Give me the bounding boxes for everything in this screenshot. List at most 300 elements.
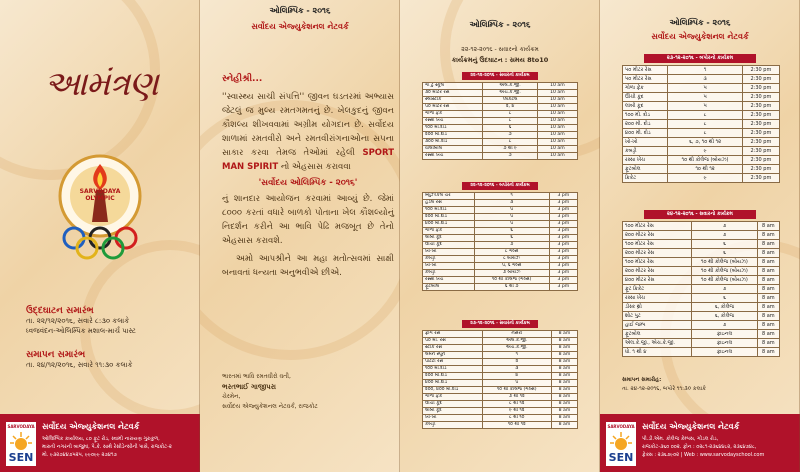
table-row xyxy=(423,97,578,104)
table-row xyxy=(423,242,578,249)
time-cell: 8 am xyxy=(757,303,779,312)
standard-cell: ૬ xyxy=(474,235,549,242)
event-cell: ૨૦૦, ૪૦૦ મી.દોડ xyxy=(423,387,483,394)
standard-cell: ૭ xyxy=(474,242,549,249)
standard-cell: ૮ ગર્લ્સ xyxy=(474,249,549,256)
event-cell: ખો-ખો xyxy=(423,415,483,422)
event-cell: ફૂટ ક્રિકેટ xyxy=(623,285,692,294)
event-cell: ડીસ્ક થ્રો xyxy=(623,303,692,312)
letter-paragraph-1 xyxy=(222,90,394,174)
standard-cell: ૮ xyxy=(483,118,538,125)
event-cell: ૧૦૦ મી.દોડ xyxy=(423,207,475,214)
table-row xyxy=(623,330,780,339)
table-row xyxy=(423,373,578,380)
time-cell: 3 pm xyxy=(549,270,577,277)
standard-cell: ૧ xyxy=(668,66,742,75)
standard-cell: ૨, ૪ xyxy=(483,104,538,111)
sign-title: ચેરમેન, xyxy=(222,393,241,400)
standard-cell: ૮ xyxy=(668,129,742,138)
letter-paragraph-2: નું શાનદાર આયોજન કરવામાં આવ્યું છે. જેમાં ૮૦૦૦ કરતાં વધારે બાળકો પોતાના ખેલ કૌશલ્યોનું નિદર્શન કરીને આ ભાવિ પેઢિ મજબૂત છે તેનો એહસાસ કરાવશે. xyxy=(222,194,394,246)
footer-right xyxy=(600,414,800,472)
time-cell: 8 am xyxy=(757,240,779,249)
event-cell: લેમન સ્પૂન xyxy=(423,352,483,359)
table-row xyxy=(423,415,578,422)
table-row xyxy=(423,359,578,366)
time-cell: 3 pm xyxy=(549,214,577,221)
standard-cell: ૧ xyxy=(482,352,551,359)
event-cell: ૫૦ મી. રેસ xyxy=(423,338,483,345)
time-cell: 10 am xyxy=(537,118,577,125)
event-cell: ૧૦૦ મીટર રેસ xyxy=(623,258,692,267)
standard-cell: એચ.કે.જી. xyxy=(482,345,551,352)
time-cell: 10 am xyxy=(537,104,577,111)
olympic-logo xyxy=(30,150,170,260)
standard-cell: ૭ xyxy=(692,285,757,294)
time-cell: 3 pm xyxy=(549,221,577,228)
standard-cell: ૩ xyxy=(482,366,551,373)
standard-cell: ૬, કોલેજ xyxy=(692,312,757,321)
time-cell: 2:30 pm xyxy=(742,84,779,93)
closing-info-line: તા. ૨૪-૧૨-૨૦૧૬, બપોરે ૧૧:૩૦ કલાકે xyxy=(622,386,707,392)
standard-cell: ૫ xyxy=(474,207,549,214)
time-cell: 2:30 pm xyxy=(742,93,779,102)
closing-ceremony xyxy=(26,350,196,370)
event-cell: ૧૦૦ મીટર રેસ xyxy=(623,240,692,249)
standard-cell: ૪ xyxy=(482,373,551,380)
standard-cell: ફાઇનલ xyxy=(692,339,757,348)
event-cell: ઊંચી કૂદ xyxy=(423,401,483,408)
standard-cell: એલ.કે.જી. xyxy=(482,338,551,345)
time-cell: 8 am xyxy=(757,222,779,231)
time-cell: 10 am xyxy=(537,125,577,132)
time-cell: 10 am xyxy=(537,132,577,139)
ribbon-22-morning: ૨૨-૧૨-૨૦૧૬ - સવારનો કાર્યક્રમ xyxy=(462,72,538,80)
sen-text: SEN xyxy=(608,451,634,464)
standard-cell: ૬ xyxy=(692,294,757,303)
table-row xyxy=(423,249,578,256)
table-row xyxy=(423,401,578,408)
table-row xyxy=(623,249,780,258)
standard-cell: એલ.કે.જી. xyxy=(483,83,538,90)
table-22-afternoon xyxy=(422,192,578,291)
time-cell: 8 am xyxy=(757,258,779,267)
sen-logo xyxy=(606,422,636,466)
event-cell: ગો ટુ સ્કૂલ xyxy=(423,83,483,90)
table-row xyxy=(623,303,780,312)
event-cell: ૪૦૦ મી.દોડ xyxy=(423,221,475,228)
standard-cell: ૫ xyxy=(668,93,742,102)
table-row xyxy=(623,258,780,267)
opening-ceremony xyxy=(26,306,196,336)
footer-address-2: મારુતી નગરની બાજુમાં, પે.કે. સાથે રેસીડેન્સીની પાસે, રાજકોટ-૨ xyxy=(42,444,172,450)
event-cell: લાંબી કૂદ xyxy=(623,102,668,111)
event-cell: મ્યુઝીકલ ચેર xyxy=(423,193,475,200)
footer-title: સર્વોદય એજ્યુકેશનલ નેટવર્ક xyxy=(42,422,140,431)
table-22-morning xyxy=(422,82,578,160)
time-cell: 8 am xyxy=(757,312,779,321)
schedule-panel-1 xyxy=(400,0,600,472)
table-row xyxy=(623,174,780,183)
time-cell: 10 am xyxy=(537,111,577,118)
standard-cell: ૯ xyxy=(668,147,742,156)
event-cell: એલ.કે.જી., એચ.કે.જી. xyxy=(623,339,692,348)
event-cell: ૪૦૦ મી. દોડ xyxy=(623,129,668,138)
standard-cell: ૧૦ થી કોલેજ (ગર્લ્સ) xyxy=(482,387,551,394)
para1-text: ''સ્વાસ્થ્ય સાચી સંપત્તિ'' જીવન ઘડતરમાં અભ્યાસ જેટલું જ મુલ્ય રમતગમતનું છે. ખેલકુદનું જીવન કૌશલ્ય શીખવવામાં અગ્રીમ યોગદાન છે. સર્વોદય શાળામાં રમતવીરો અને રમતવીરાંગનાઓના સપના સાકાર કરવા તેમજ તેઓમાં રહેલી xyxy=(222,92,394,158)
footer-title: સર્વોદય એજ્યુકેશનલ નેટવર્ક xyxy=(642,422,740,431)
ribbon-24-morning: ૨૪-૧૨-૨૦૧૬ - સવારનો કાર્યક્રમ xyxy=(644,210,756,219)
letter-panel xyxy=(200,0,400,472)
table-row xyxy=(623,339,780,348)
standard-cell: ૩ xyxy=(668,75,742,84)
table-row xyxy=(623,165,780,174)
time-cell: 2:30 pm xyxy=(742,111,779,120)
table-row xyxy=(423,90,578,97)
event-cell: લાંબી કૂદ xyxy=(423,408,483,415)
time-cell: 8 am xyxy=(551,331,577,338)
time-cell: 8 am xyxy=(757,330,779,339)
event-cell: ૨૦૦ મીટર રેસ xyxy=(623,231,692,240)
table-row xyxy=(423,345,578,352)
table-row xyxy=(623,120,780,129)
table-row xyxy=(423,263,578,270)
schedule-start-line: કાર્યક્રમનું ઉદઘાટન : સમય 8to10 xyxy=(451,56,549,64)
table-row xyxy=(423,284,578,291)
event-cell: રસ્સા ખેંચ xyxy=(623,156,668,165)
standard-cell: ૭ થી ૧૨ xyxy=(482,394,551,401)
table-row xyxy=(623,276,780,285)
closing-heading: સમાપન સમારંભ xyxy=(26,350,86,360)
event-cell: ક્રિકેટ xyxy=(623,174,668,183)
table-row xyxy=(623,111,780,120)
standard-cell: ૧૦ થી ૧૨ xyxy=(482,422,551,429)
time-cell: 3 pm xyxy=(549,242,577,249)
event-cell: હાઈ જમ્પ xyxy=(623,321,692,330)
table-row xyxy=(623,75,780,84)
standard-cell: ૧૦ થી કોલેજ (બોયઝ) xyxy=(692,267,757,276)
brand-text: SARVODAYA xyxy=(7,424,35,429)
table-row xyxy=(423,221,578,228)
table-row xyxy=(423,118,578,125)
time-cell: 8 am xyxy=(551,345,577,352)
table-row xyxy=(623,240,780,249)
time-cell: 8 am xyxy=(551,366,577,373)
event-cell: ૩૦ મીટર રેસ xyxy=(423,90,483,97)
standard-cell: ૫ xyxy=(482,380,551,387)
sportsman-spirit: SPORT MAN SPIRIT xyxy=(222,148,394,172)
standard-cell: પ્લેકટલ xyxy=(483,97,538,104)
event-cell: ૪૦૦ મીટર રેસ xyxy=(623,276,692,285)
letter-body xyxy=(222,72,394,280)
event-cell: ૧૦૦ મીટર રેસ xyxy=(623,222,692,231)
standard-cell: ૮ થી ૧૨ xyxy=(482,401,551,408)
event-cell: ઊંચી કૂદ xyxy=(423,242,475,249)
standard-cell: ૮ થી ૧૦ xyxy=(482,415,551,422)
table-row xyxy=(623,93,780,102)
event-cell: કબડ્ડી xyxy=(423,256,475,263)
standard-cell: ૫ xyxy=(474,214,549,221)
logo-text: SARVODAYA OLYMPIC xyxy=(79,188,121,202)
cover-panel xyxy=(0,0,200,472)
time-cell: 3 pm xyxy=(549,284,577,291)
time-cell: 2:30 pm xyxy=(742,147,779,156)
table-row xyxy=(623,129,780,138)
standard-cell: ૬ xyxy=(692,249,757,258)
schedule2-subheader: સર્વોદય એજ્યુકેશનલ નેટવર્ક xyxy=(651,32,749,41)
table-row xyxy=(423,277,578,284)
table-row xyxy=(423,193,578,200)
standard-cell: ૬, ૭, ૧૦ થી ૧૨ xyxy=(668,138,742,147)
time-cell: 8 am xyxy=(551,394,577,401)
event-cell: કબડ્ડી xyxy=(423,422,483,429)
standard-cell: ફાઇનલ xyxy=(692,330,757,339)
table-23-afternoon xyxy=(622,65,780,183)
table-row xyxy=(623,156,780,165)
letter-subheader: સર્વોદય એજ્યુકેશનલ નેટવર્ક xyxy=(251,22,349,31)
time-cell: 3 pm xyxy=(549,277,577,284)
footer-left xyxy=(0,414,200,472)
greeting: સ્નેહીશ્રી... xyxy=(222,74,263,84)
standard-cell: નર્સરી xyxy=(482,331,551,338)
event-cell: ૫૦ મીટર રેસ xyxy=(623,66,668,75)
standard-cell: ૭ xyxy=(692,321,757,330)
footer-address-1: ઓલિમ્પિક કાર્યાલય, ૮૦ ફૂટ રોડ, સ્વામી નારાયણ ગુરુકુળ, xyxy=(42,436,160,442)
opening-heading: ઉદ્દઘાટન સમારંભ xyxy=(26,306,94,316)
brand-text: SARVODAYA xyxy=(607,424,635,429)
standard-cell: ૧૦ થી ૧૨ xyxy=(668,165,742,174)
table-row xyxy=(423,387,578,394)
table-row xyxy=(423,200,578,207)
event-cell: ફૂટબોલ xyxy=(423,284,475,291)
time-cell: 10 am xyxy=(537,153,577,160)
table-row xyxy=(423,331,578,338)
table-row xyxy=(423,352,578,359)
sen-logo xyxy=(6,422,36,466)
event-cell: રસ્સા ખેંચ xyxy=(423,277,475,284)
time-cell: 8 am xyxy=(551,380,577,387)
sign-org: સર્વોદય એજ્યુકેશનલ નેટવર્ક, રાજકોટ xyxy=(222,403,318,410)
sen-text: SEN xyxy=(8,451,34,464)
standard-cell: ૬ xyxy=(692,240,757,249)
table-row xyxy=(623,66,780,75)
time-cell: 8 am xyxy=(757,231,779,240)
time-cell: 3 pm xyxy=(549,263,577,270)
closing-info xyxy=(622,376,706,394)
sign-line-1: ભારતમાં ભાવિ રમતવીરો વતી, xyxy=(222,373,291,380)
schedule-date-line: ૨૨-૧૨-૨૦૧૬ - સવારનો કાર્યક્રમ xyxy=(461,46,539,53)
time-cell: 10 am xyxy=(537,139,577,146)
event-cell: ૨૦૦ મી.દોડ xyxy=(423,132,483,139)
table-row xyxy=(423,256,578,263)
event-cell: પોટેટો રેસ xyxy=(423,359,483,366)
opening-events: ધ્વજવંદન-ઓલિમ્પિક મશાલ-માર્ચ પાસ્ટ xyxy=(26,327,137,335)
table-row xyxy=(623,321,780,330)
time-cell: 3 pm xyxy=(549,228,577,235)
event-cell: કબડ્ડી xyxy=(423,270,475,277)
closing-info-head: સમાપન સમારોહ: xyxy=(622,377,662,383)
table-row xyxy=(423,153,578,160)
table-row xyxy=(423,422,578,429)
standard-cell: ૯ થી ૧૨ xyxy=(482,408,551,415)
time-cell: 3 pm xyxy=(549,200,577,207)
standard-cell: ફાઇનલ xyxy=(692,348,757,357)
schedule2-header: ઓલિમ્પિક - ૨૦૧૬ xyxy=(669,18,731,27)
standard-cell: ૧૦ થી કોલેજ (બોયઝ) xyxy=(692,258,757,267)
table-row xyxy=(423,214,578,221)
time-cell: 8 am xyxy=(551,352,577,359)
event-cell: રસ્સા ખેંચ xyxy=(623,294,692,303)
event-cell: ખો-ખો xyxy=(423,249,475,256)
event-cell: ગોળા ફેંક xyxy=(423,394,483,401)
standard-cell: ૩ xyxy=(474,200,549,207)
table-row xyxy=(423,111,578,118)
time-cell: 10 am xyxy=(537,146,577,153)
sun-icon xyxy=(606,430,636,450)
event-cell: ફ્રોગ રેસ xyxy=(423,331,483,338)
table-row xyxy=(423,338,578,345)
event-cell: ૨૦૦ મી.દોડ xyxy=(423,373,483,380)
standard-cell: ૮ xyxy=(668,120,742,129)
event-cell: ૫૦ મીટર રેસ xyxy=(423,104,483,111)
event-cell: ખો-ખો xyxy=(623,138,668,147)
event-cell: ઊંચી કૂદ xyxy=(623,93,668,102)
table-row xyxy=(423,132,578,139)
table-row xyxy=(423,146,578,153)
table-row xyxy=(423,394,578,401)
closing-date: તા. ૨૪/૧૨/૨૦૧૬, સવારે ૧૧:૩૦ કલાકે xyxy=(26,361,133,369)
event-cell: ૫૦ મીટર રેસ xyxy=(623,75,668,84)
table-row xyxy=(423,104,578,111)
standard-cell: ૭ xyxy=(483,132,538,139)
time-cell: 8 am xyxy=(551,373,577,380)
table-row xyxy=(623,294,780,303)
event-cell: ગોળા ફેંક xyxy=(623,84,668,93)
table-row xyxy=(423,139,578,146)
standard-cell: ૬ xyxy=(474,228,549,235)
table-row xyxy=(423,83,578,90)
standard-cell: ૬, કોલેજ xyxy=(692,303,757,312)
event-cell: ૨૦૦ મી.દોડ xyxy=(423,214,475,221)
event-cell: ૩૦૦ મી.દોડ xyxy=(423,139,483,146)
invitation-title: આમંત્રણ xyxy=(44,64,158,104)
schedule-panel-2 xyxy=(600,0,800,472)
time-cell: 10 am xyxy=(537,97,577,104)
footer-address-2: રાજકોટ-૩૬૦ ૦૦૨. ફોન : ૦૨૮૧-૨૩૬૪૪૮૨, ૨૩૬૪૭૪૮, xyxy=(642,444,757,450)
table-row xyxy=(623,147,780,156)
table-row xyxy=(623,267,780,276)
standard-cell: ૧૦ થી કોલેજ (ગર્લ્સ) xyxy=(474,277,549,284)
standard-cell: ૧ xyxy=(474,193,549,200)
time-cell: 8 am xyxy=(551,359,577,366)
time-cell: 2:30 pm xyxy=(742,102,779,111)
sign-name: ભરતભાઈ ગાજીપરા xyxy=(222,383,277,391)
time-cell: 3 pm xyxy=(549,207,577,214)
event-cell: ૨૦૦ મીટર રેસ xyxy=(623,267,692,276)
standard-cell: ૧૦ થી કોલેજ (બોયઝ) xyxy=(668,156,742,165)
event-cell: સ્લાસ્ટીક xyxy=(423,97,483,104)
time-cell: 2:30 pm xyxy=(742,120,779,129)
event-cell: લાંબી કૂદ xyxy=(423,235,475,242)
standard-cell: ૨ xyxy=(482,359,551,366)
standard-cell: ૫, ૬ ગર્લ્સ xyxy=(474,263,549,270)
signature-block xyxy=(222,372,318,412)
event-cell: વોલીબોલ xyxy=(423,146,483,153)
table-row xyxy=(623,84,780,93)
para1-end: નો એહસાસ કરાવવા xyxy=(280,162,351,172)
standard-cell: ૫ xyxy=(668,84,742,93)
sun-icon xyxy=(6,430,36,450)
time-cell: 2:30 pm xyxy=(742,165,779,174)
ribbon-23-morning: ૨૩-૧૨-૨૦૧૬ - સવારનો કાર્યક્રમ xyxy=(462,320,538,328)
table-row xyxy=(423,228,578,235)
event-cell: સ્ટીક રેસ xyxy=(423,345,483,352)
standard-cell: ૧૦ થી કોલેજ (બોયઝ) xyxy=(692,276,757,285)
time-cell: 8 am xyxy=(757,294,779,303)
table-row xyxy=(623,231,780,240)
time-cell: 8 am xyxy=(757,339,779,348)
event-cell: ૧૦૦ મી.દોડ xyxy=(423,125,483,132)
table-row xyxy=(623,102,780,111)
time-cell: 8 am xyxy=(551,338,577,345)
event-cell: શોટ પુટ xyxy=(623,312,692,321)
time-cell: 8 am xyxy=(551,408,577,415)
time-cell: 2:30 pm xyxy=(742,75,779,84)
time-cell: 3 pm xyxy=(549,235,577,242)
table-row xyxy=(423,380,578,387)
letter-header: ઓલિમ્પિક - ૨૦૧૬ xyxy=(269,6,331,15)
standard-cell: ૬ થી ૭ xyxy=(474,284,549,291)
time-cell: 2:30 pm xyxy=(742,129,779,138)
event-cell: હર્ડલ રેસ xyxy=(423,200,475,207)
event-cell: ૨૦૦ મીટર રેસ xyxy=(623,249,692,258)
time-cell: 8 am xyxy=(551,387,577,394)
time-cell: 3 pm xyxy=(549,249,577,256)
standard-cell: ૭ xyxy=(483,153,538,160)
table-row xyxy=(623,348,780,357)
time-cell: 8 am xyxy=(551,401,577,408)
time-cell: 8 am xyxy=(757,267,779,276)
time-cell: 2:30 pm xyxy=(742,138,779,147)
event-cell: રસ્સા ખેંચ xyxy=(423,153,483,160)
standard-cell: ૮ xyxy=(668,111,742,120)
footer-contact: ફેક્સ : ૨૩૬૭૯૦૨ | Web : www.sarvodayschool.com xyxy=(642,452,765,458)
time-cell: 8 am xyxy=(757,321,779,330)
table-row xyxy=(423,125,578,132)
time-cell: 3 pm xyxy=(549,193,577,200)
event-cell: ફૂટબોલ xyxy=(623,165,668,174)
time-cell: 10 am xyxy=(537,83,577,90)
event-cell: ૧૦૦ મી. દોડ xyxy=(623,111,668,120)
event-cell: ગોળા ફેંક xyxy=(423,111,483,118)
event-cell: કબડ્ડી xyxy=(623,147,668,156)
table-row xyxy=(423,235,578,242)
standard-cell: ૫ xyxy=(474,221,549,228)
time-cell: 2:30 pm xyxy=(742,66,779,75)
table-23-morning xyxy=(422,330,578,429)
event-cell: ખો-ખો xyxy=(423,263,475,270)
table-row xyxy=(423,207,578,214)
time-cell: 10 am xyxy=(537,90,577,97)
event-cell: ૨૦૦ મી. દોડ xyxy=(623,120,668,129)
standard-cell: ૯ xyxy=(668,174,742,183)
event-cell: ફૂટબોલ xyxy=(623,330,692,339)
time-cell: 2:30 pm xyxy=(742,156,779,165)
time-cell: 8 am xyxy=(757,249,779,258)
event-cell: ધો. ૧ થી ૪ xyxy=(623,348,692,357)
table-row xyxy=(423,408,578,415)
time-cell: 8 am xyxy=(757,276,779,285)
event-cell: ૪૦૦ મી.દોડ xyxy=(423,380,483,387)
